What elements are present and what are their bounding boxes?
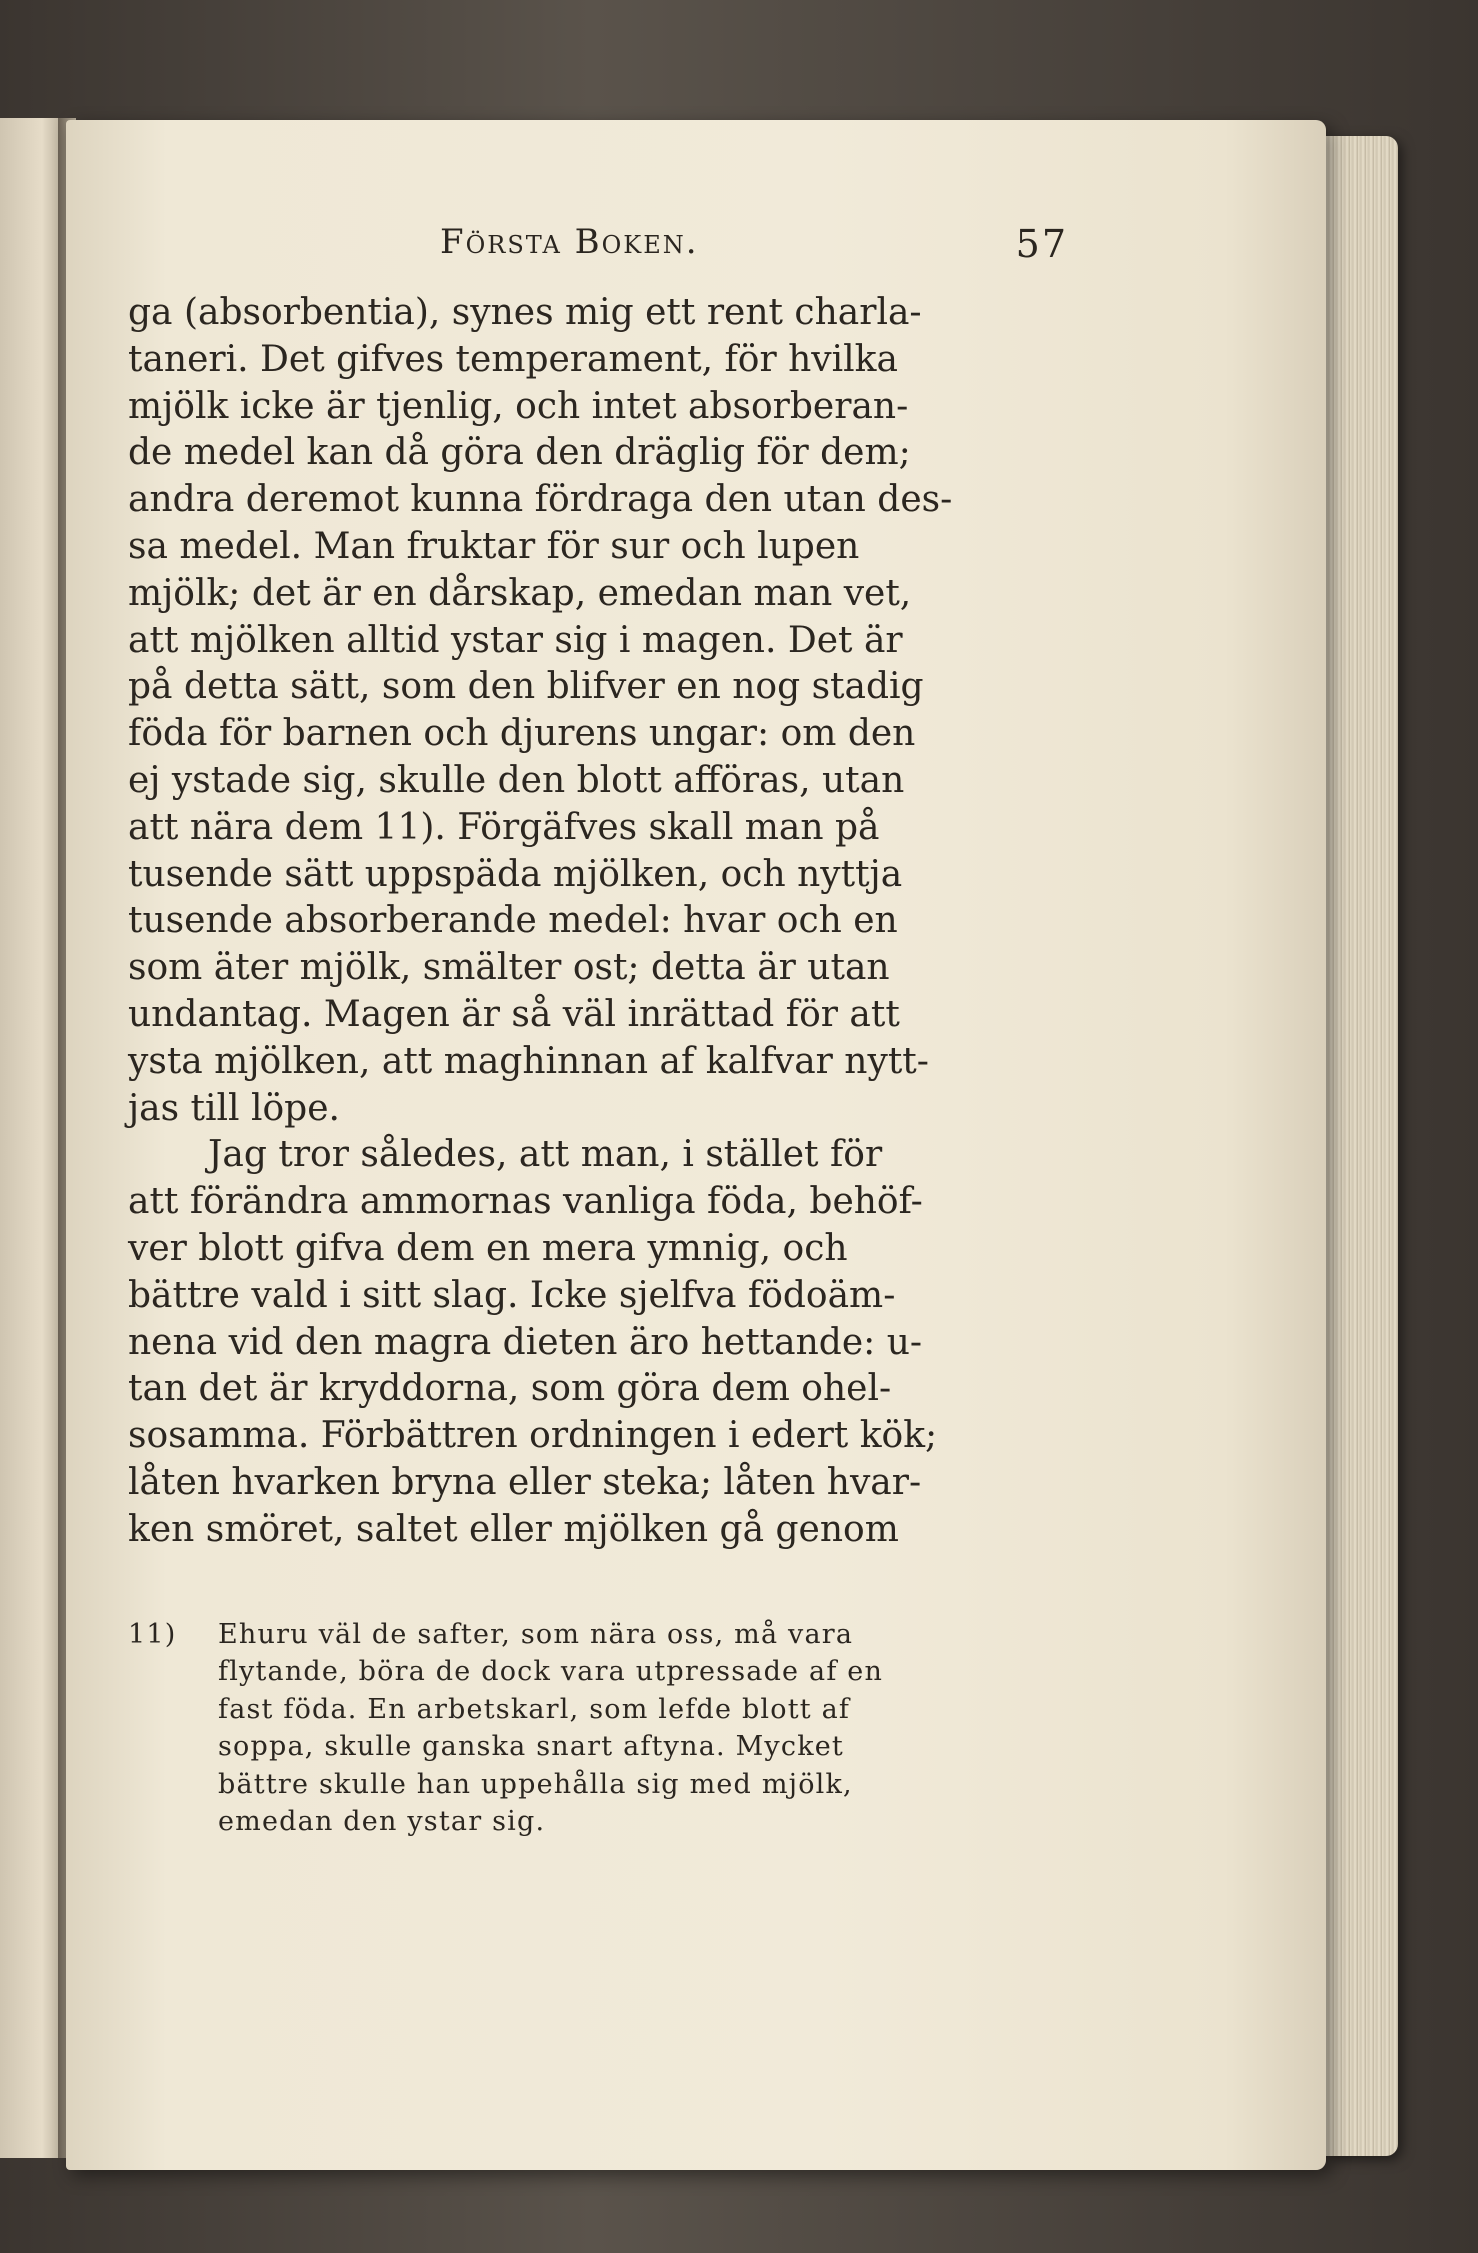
text-line: ysta mjölken, att maghinnan af kalfvar nytt- bbox=[128, 1040, 929, 1082]
footnote bbox=[128, 1616, 1068, 1841]
text-line: mjölk icke är tjenlig, och intet absorberan- bbox=[128, 385, 909, 427]
footnote-text: Ehuru väl de safter, som nära oss, må vara bbox=[218, 1618, 854, 1650]
text-line: tan det är kryddorna, som göra dem ohel- bbox=[128, 1368, 892, 1410]
text-line: andra deremot kunna fördraga den utan des- bbox=[128, 479, 953, 521]
text-line: på detta sätt, som den blifver en nog stadig bbox=[128, 666, 924, 708]
text-line: att förändra ammornas vanliga föda, behöf- bbox=[128, 1181, 923, 1223]
text-line: ver blott gifva dem en mera ymnig, och bbox=[128, 1227, 848, 1269]
text-line: att nära dem 11). Förgäfves skall man på bbox=[128, 806, 880, 848]
page-number: 57 bbox=[1015, 222, 1068, 266]
text-line: taneri. Det gifves temperament, för hvilka bbox=[128, 338, 898, 380]
footnote-line: emedan den ystar sig. bbox=[218, 1806, 546, 1838]
text-line: bättre vald i sitt slag. Icke sjelfva födoäm- bbox=[128, 1274, 896, 1316]
text-line: att mjölken alltid ystar sig i magen. Det är bbox=[128, 619, 903, 661]
text-line: undantag. Magen är så väl inrättad för att bbox=[128, 993, 900, 1035]
text-line: mjölk; det är en dårskap, emedan man vet, bbox=[128, 572, 912, 614]
text-line: låten hvarken bryna eller steka; låten hvar- bbox=[128, 1461, 922, 1503]
text-line: tusende absorberande medel: hvar och en bbox=[128, 900, 898, 942]
text-line: nena vid den magra dieten äro hettande: u- bbox=[128, 1321, 923, 1363]
text-line: ej ystade sig, skulle den blott afföras, utan bbox=[128, 759, 905, 801]
text-line: jas till löpe. bbox=[128, 1087, 340, 1129]
text-line: som äter mjölk, smälter ost; detta är utan bbox=[128, 947, 890, 989]
running-header bbox=[128, 222, 1068, 282]
text-line: sosamma. Förbättren ordningen i edert kök; bbox=[128, 1415, 938, 1457]
page-edges bbox=[1326, 136, 1398, 2156]
text-line: föda för barnen och djurens ungar: om den bbox=[128, 713, 916, 755]
footnote-marker: 11) bbox=[128, 1618, 177, 1650]
footnote-line: soppa, skulle ganska snart aftyna. Mycket bbox=[218, 1731, 844, 1763]
footnote-line bbox=[128, 1616, 1068, 1654]
text-line: ken smöret, saltet eller mjölken gå genom bbox=[128, 1508, 899, 1550]
page-text bbox=[128, 222, 1068, 1841]
body-text bbox=[128, 290, 1068, 1554]
running-title: Första Boken. bbox=[440, 222, 699, 262]
text-line: de medel kan då göra den dräglig för dem; bbox=[128, 432, 911, 474]
footnote-line: flytande, böra de dock vara utpressade af en bbox=[218, 1656, 884, 1688]
footnote-line: bättre skulle han uppehålla sig med mjölk, bbox=[218, 1768, 853, 1800]
text-line: ga (absorbentia), synes mig ett rent charla- bbox=[128, 292, 922, 333]
footnote-line: fast föda. En arbetskarl, som lefde blott af bbox=[218, 1693, 851, 1725]
text-line: tusende sätt uppspäda mjölken, och nyttja bbox=[128, 853, 903, 895]
text-line: Jag tror således, att man, i stället för bbox=[208, 1134, 883, 1176]
text-line: sa medel. Man fruktar för sur och lupen bbox=[128, 525, 860, 567]
